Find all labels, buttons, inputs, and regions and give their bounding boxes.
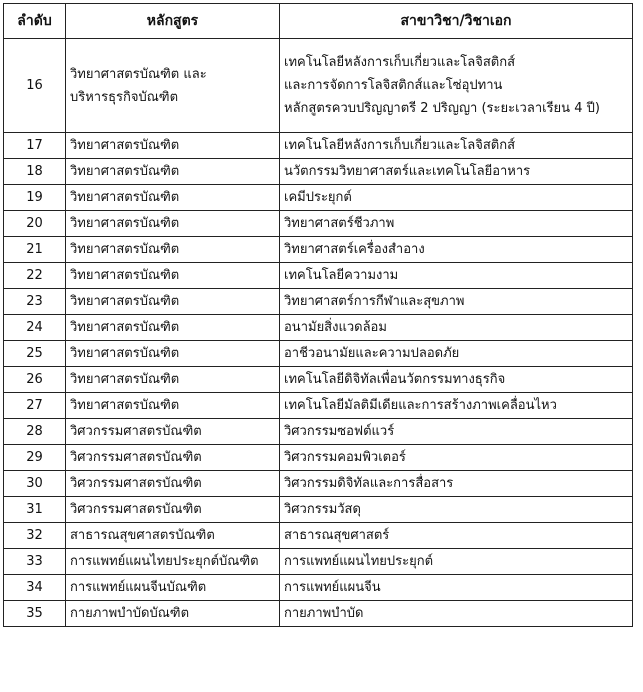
row-major: สาธารณสุขศาสตร์ (280, 523, 633, 549)
program-line: บริหารธุรกิจบัณฑิต (70, 89, 179, 105)
header-program: หลักสูตร (66, 4, 280, 39)
row-major: อาชีวอนามัยและความปลอดภัย (280, 341, 633, 367)
row-number: 21 (4, 237, 66, 263)
table-row (4, 39, 633, 133)
row-number: 26 (4, 367, 66, 393)
row-number: 23 (4, 289, 66, 315)
table-row (4, 211, 633, 237)
row-number: 31 (4, 497, 66, 523)
table-header-row (4, 4, 633, 39)
major-line: และการจัดการโลจิสติกส์และโซ่อุปทาน (284, 78, 503, 93)
row-number: 18 (4, 159, 66, 185)
row-major: การแพทย์แผนไทยประยุกต์ (280, 549, 633, 575)
table-row (4, 575, 633, 601)
row-number: 30 (4, 471, 66, 497)
program-table (3, 3, 633, 627)
row-program: วิทยาศาสตรบัณฑิต (66, 393, 280, 419)
row-major: เทคโนโลยีหลังการเก็บเกี่ยวและโลจิสติกส์ (280, 133, 633, 159)
row-program: สาธารณสุขศาสตรบัณฑิต (66, 523, 280, 549)
row-number: 35 (4, 601, 66, 627)
table-row (4, 159, 633, 185)
row-major: เทคโนโลยีดิจิทัลเพื่อนวัตกรรมทางธุรกิจ (280, 367, 633, 393)
row-program: วิทยาศาสตรบัณฑิต (66, 367, 280, 393)
row-number: 33 (4, 549, 66, 575)
row-program: วิทยาศาสตรบัณฑิต (66, 289, 280, 315)
row-major: เทคโนโลยีมัลติมีเดียและการสร้างภาพเคลื่อนไหว (280, 393, 633, 419)
row-program: วิทยาศาสตรบัณฑิต (66, 341, 280, 367)
row-major: วิศวกรรมดิจิทัลและการสื่อสาร (280, 471, 633, 497)
row-number: 27 (4, 393, 66, 419)
row-major: วิทยาศาสตร์เครื่องสำอาง (280, 237, 633, 263)
row-number: 24 (4, 315, 66, 341)
row-program: วิทยาศาสตรบัณฑิต (66, 211, 280, 237)
table-row (4, 315, 633, 341)
row-program: วิทยาศาสตรบัณฑิต (66, 185, 280, 211)
row-major: วิศวกรรมซอฟต์แวร์ (280, 419, 633, 445)
row-major: วิศวกรรมวัสดุ (280, 497, 633, 523)
row-number: 20 (4, 211, 66, 237)
table-row (4, 185, 633, 211)
row-major: นวัตกรรมวิทยาศาสตร์และเทคโนโลยีอาหาร (280, 159, 633, 185)
row-program: วิทยาศาสตรบัณฑิต (66, 315, 280, 341)
row-program: การแพทย์แผนไทยประยุกต์บัณฑิต (66, 549, 280, 575)
row-program: วิศวกรรมศาสตรบัณฑิต (66, 497, 280, 523)
row-major: วิศวกรรมคอมพิวเตอร์ (280, 445, 633, 471)
table-row (4, 601, 633, 627)
table-row (4, 133, 633, 159)
row-program: วิทยาศาสตรบัณฑิต (66, 237, 280, 263)
row-number: 28 (4, 419, 66, 445)
table-row (4, 289, 633, 315)
row-major: วิทยาศาสตร์ชีวภาพ (280, 211, 633, 237)
table-row (4, 497, 633, 523)
row-program (66, 39, 280, 133)
row-number: 34 (4, 575, 66, 601)
table-row (4, 263, 633, 289)
table-row (4, 445, 633, 471)
row-number: 22 (4, 263, 66, 289)
row-program: วิศวกรรมศาสตรบัณฑิต (66, 471, 280, 497)
table-row (4, 237, 633, 263)
row-number: 25 (4, 341, 66, 367)
row-major: เคมีประยุกต์ (280, 185, 633, 211)
row-program: วิศวกรรมศาสตรบัณฑิต (66, 419, 280, 445)
row-major: การแพทย์แผนจีน (280, 575, 633, 601)
major-line: หลักสูตรควบปริญญาตรี 2 ปริญญา (ระยะเวลาเรียน 4 ปี) (284, 101, 600, 116)
table-row (4, 393, 633, 419)
row-program: วิทยาศาสตรบัณฑิต (66, 133, 280, 159)
row-major: อนามัยสิ่งแวดล้อม (280, 315, 633, 341)
row-major: กายภาพบำบัด (280, 601, 633, 627)
row-major (280, 39, 633, 133)
table-row (4, 367, 633, 393)
major-line: เทคโนโลยีหลังการเก็บเกี่ยวและโลจิสติกส์ (284, 55, 516, 70)
table-row (4, 341, 633, 367)
table-row (4, 419, 633, 445)
row-program: วิทยาศาสตรบัณฑิต (66, 159, 280, 185)
program-line: วิทยาศาสตรบัณฑิต และ (70, 66, 207, 82)
document-page (3, 3, 633, 627)
table-row (4, 549, 633, 575)
row-program: วิทยาศาสตรบัณฑิต (66, 263, 280, 289)
row-number: 19 (4, 185, 66, 211)
table-row (4, 471, 633, 497)
row-number: 29 (4, 445, 66, 471)
row-program: การแพทย์แผนจีนบัณฑิต (66, 575, 280, 601)
header-order: ลำดับ (4, 4, 66, 39)
row-number: 32 (4, 523, 66, 549)
row-program: กายภาพบำบัดบัณฑิต (66, 601, 280, 627)
row-program: วิศวกรรมศาสตรบัณฑิต (66, 445, 280, 471)
header-major: สาขาวิชา/วิชาเอก (280, 4, 633, 39)
row-number: 17 (4, 133, 66, 159)
row-number: 16 (4, 39, 66, 133)
row-major: เทคโนโลยีความงาม (280, 263, 633, 289)
table-row (4, 523, 633, 549)
row-major: วิทยาศาสตร์การกีฬาและสุขภาพ (280, 289, 633, 315)
